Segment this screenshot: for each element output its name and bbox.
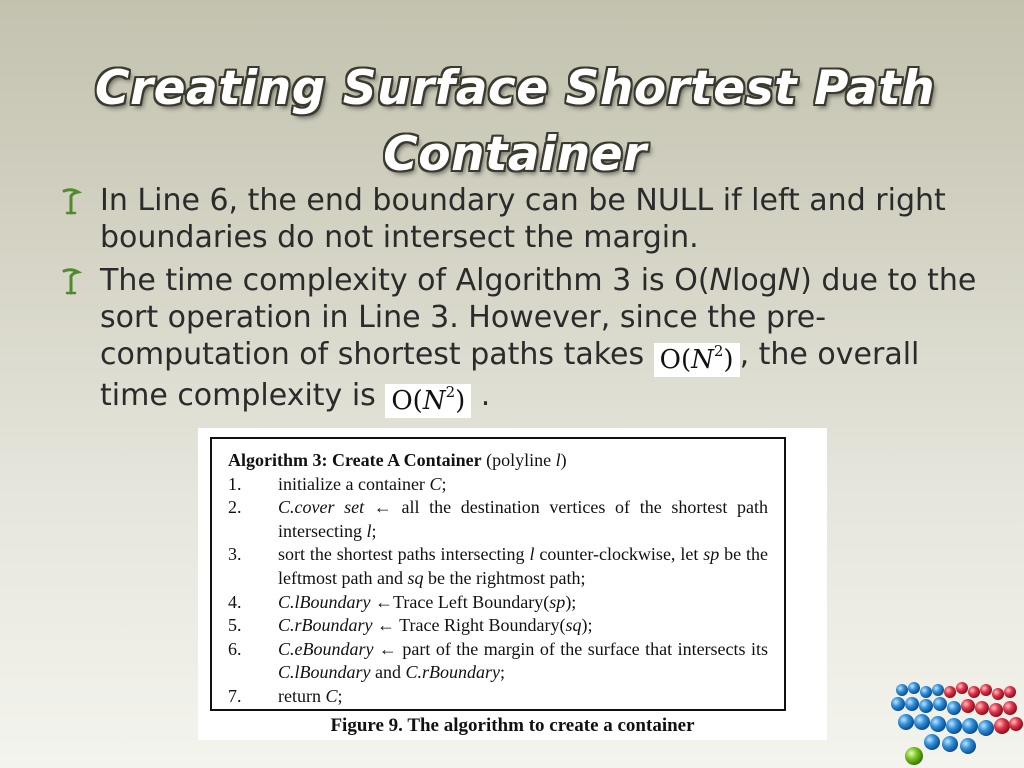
- bullet-text-2b: ) due to the sort operation in Line 3. However, since the pre-computation of shortest paths takes: [100, 263, 977, 372]
- algorithm-steps: [228, 473, 768, 709]
- bullet-text-2d: .: [471, 378, 491, 413]
- decorative-sphere: [919, 699, 933, 713]
- decorative-sphere: [1003, 701, 1017, 715]
- algorithm-step-text: C.lBoundary ←Trace Left Boundary(sp);: [278, 591, 577, 612]
- complexity-n2: N: [777, 263, 801, 298]
- decorative-sphere: [924, 734, 940, 750]
- algorithm-step-number: 5.: [228, 615, 242, 636]
- algorithm-title-rest: (polyline: [481, 450, 556, 470]
- decorative-sphere: [962, 718, 978, 734]
- algorithm-step: [228, 543, 768, 590]
- decorative-sphere: [905, 747, 923, 765]
- decorative-sphere: [908, 682, 920, 694]
- decorative-sphere: [992, 688, 1004, 700]
- complexity-n1: N: [709, 263, 732, 298]
- formula-close: ): [723, 345, 734, 375]
- bullet-text-1: In Line 6, the end boundary can be NULL if left and right boundaries do not intersect the margin.: [100, 183, 946, 255]
- decorative-sphere: [896, 684, 908, 696]
- decorative-sphere: [946, 718, 962, 734]
- decorative-sphere: [1009, 717, 1023, 731]
- decorative-sphere: [920, 686, 932, 698]
- algorithm-step: [228, 638, 768, 685]
- algorithm-step-text: initialize a container C;: [278, 473, 447, 494]
- algorithm-step: [228, 614, 768, 638]
- algorithm-title-close: ): [560, 450, 567, 470]
- slide-title-line-1: Creating Surface Shortest Path: [94, 61, 936, 116]
- bullet-sprout-icon: [60, 267, 82, 295]
- algorithm-param: l: [555, 450, 561, 470]
- formula-o: O(: [391, 386, 423, 416]
- decorative-sphere: [930, 716, 946, 732]
- complexity-log: log: [731, 263, 778, 298]
- decorative-sphere: [994, 718, 1010, 734]
- algorithm-step: [228, 496, 768, 543]
- decorative-spheres-icon: [888, 680, 1024, 768]
- formula-image-1: [654, 343, 740, 377]
- decorative-sphere: [944, 686, 956, 698]
- decorative-sphere: [968, 686, 980, 698]
- algorithm-step-number: 4.: [228, 591, 242, 612]
- decorative-sphere: [1004, 686, 1016, 698]
- bullet-list: [60, 182, 980, 424]
- figure-caption: Figure 9. The algorithm to create a container: [330, 715, 695, 736]
- bullet-sprout-icon: [60, 187, 82, 215]
- algorithm-step: [228, 591, 768, 615]
- decorative-sphere: [980, 684, 992, 696]
- decorative-sphere: [891, 697, 905, 711]
- algorithm-step-text: C.cover set ← all the destination vertices of the shortest path intersecting l;: [278, 497, 768, 541]
- formula-image-2: [385, 384, 471, 418]
- algorithm-title: Algorithm 3: Create A Container: [228, 450, 482, 470]
- decorative-sphere: [947, 701, 961, 715]
- formula-n: N: [691, 345, 714, 375]
- bullet-text-2a: The time complexity of Algorithm 3 is O(: [100, 263, 710, 298]
- formula-o: O(: [659, 345, 692, 375]
- decorative-sphere: [914, 714, 930, 730]
- decorative-sphere: [933, 697, 947, 711]
- decorative-sphere: [956, 682, 968, 694]
- formula-exp: 2: [445, 383, 456, 401]
- slide-title-line-2: Container: [383, 127, 647, 182]
- decorative-sphere: [942, 736, 958, 752]
- algorithm-figure: [198, 428, 827, 740]
- algorithm-step-number: 7.: [228, 685, 242, 706]
- algorithm-step: [228, 685, 768, 709]
- algorithm-step-text: sort the shortest paths intersecting l counter-clockwise, let sp be the leftmost path and sq be the rightmost path;: [278, 544, 769, 588]
- algorithm-step-number: 6.: [228, 638, 242, 659]
- formula-close: ): [455, 386, 466, 416]
- decorative-sphere: [905, 697, 919, 711]
- decorative-sphere: [978, 720, 994, 736]
- decorative-sphere: [898, 714, 914, 730]
- algorithm-heading: [228, 449, 768, 473]
- bullet-item-2: [60, 262, 980, 418]
- bullet-text-2c: , the overall time complexity is: [100, 337, 920, 413]
- slide-title: [40, 56, 990, 188]
- decorative-sphere: [975, 701, 989, 715]
- bullet-item-1: [60, 182, 980, 256]
- decorative-sphere: [932, 684, 944, 696]
- algorithm-step-text: return C;: [278, 685, 343, 706]
- formula-n: N: [422, 386, 446, 416]
- algorithm-step: [228, 473, 768, 497]
- algorithm-step-number: 2.: [228, 497, 242, 518]
- decorative-sphere: [989, 703, 1003, 717]
- algorithm-step-number: 3.: [228, 544, 242, 565]
- algorithm-box: [210, 437, 786, 711]
- algorithm-step-number: 1.: [228, 473, 242, 494]
- decorative-sphere: [960, 738, 976, 754]
- decorative-sphere: [961, 699, 975, 713]
- formula-exp: 2: [713, 342, 724, 360]
- algorithm-step-text: C.eBoundary ← part of the margin of the surface that intersects its C.lBoundary and C.rBoundary;: [278, 638, 768, 683]
- algorithm-step-text: C.rBoundary ← Trace Right Boundary(sq);: [278, 615, 593, 636]
